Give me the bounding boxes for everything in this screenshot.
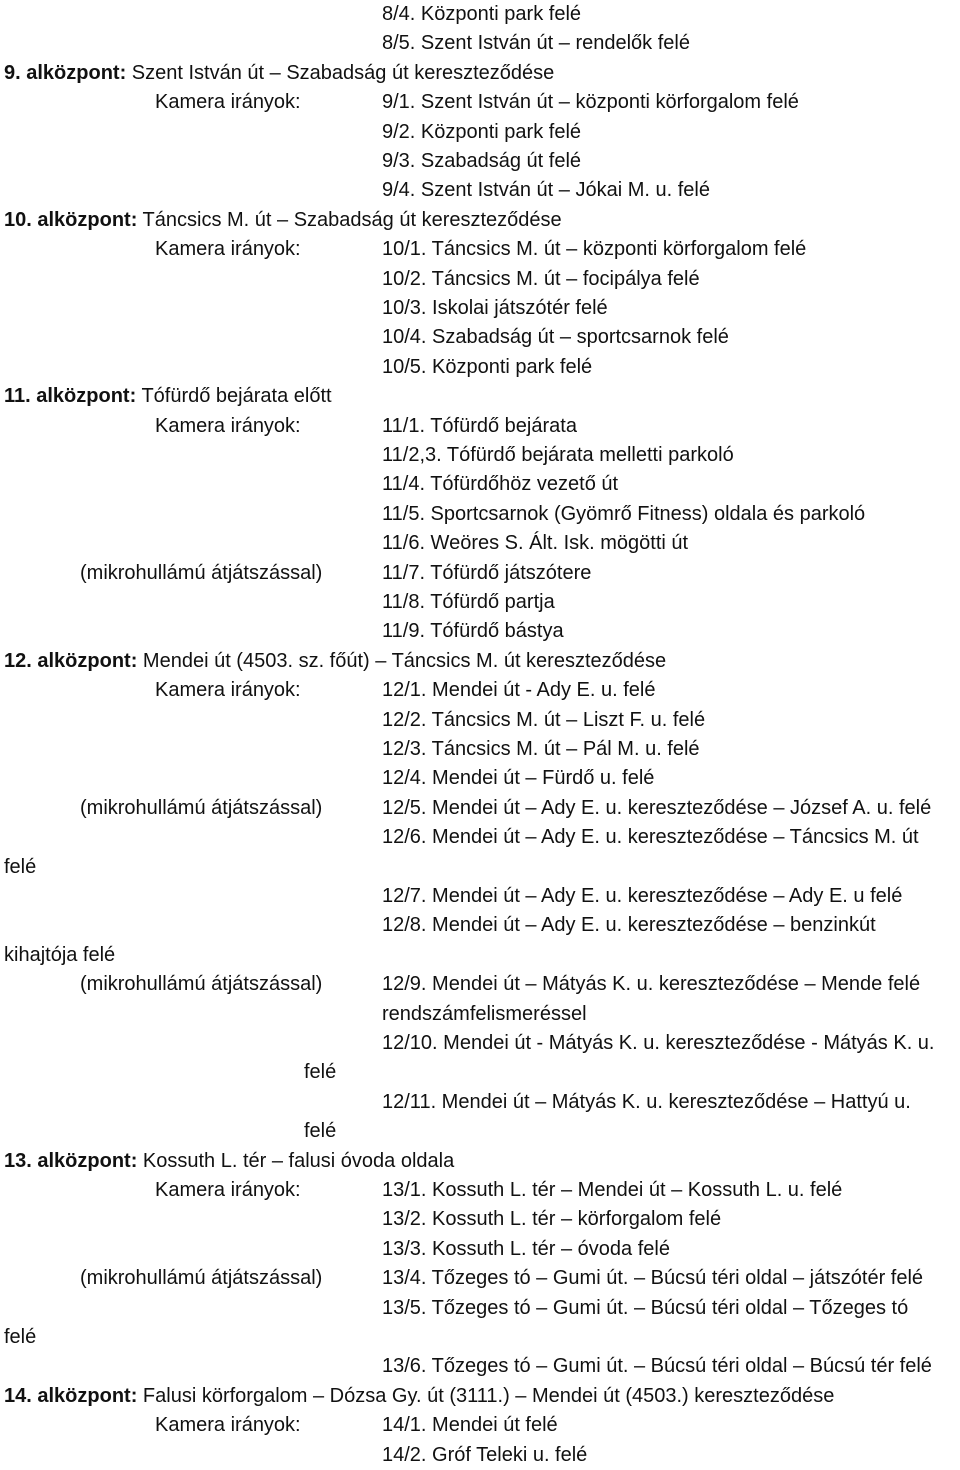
- text-line: [0, 1117, 960, 1147]
- section-title: Falusi körforgalom – Dózsa Gy. út (3111.) – Mendei út (4503.) kereszteződése: [137, 1384, 835, 1407]
- section-heading: [4, 206, 562, 236]
- camera-direction-item: 11/1. Tófürdő bejárata: [382, 414, 577, 437]
- camera-direction-item: 13/3. Kossuth L. tér – óvoda felé: [382, 1237, 670, 1260]
- camera-direction-item: 10/5. Központi park felé: [382, 355, 593, 378]
- text-line: [0, 1235, 960, 1265]
- camera-direction-item: 12/8. Mendei út – Ady E. u. kereszteződése – benzinkút: [382, 914, 876, 937]
- camera-direction-item: 8/4. Központi park felé: [382, 3, 582, 25]
- camera-direction-item: 10/1. Táncsics M. út – központi körforgalom felé: [382, 238, 807, 261]
- camera-directions-label: Kamera irányok:: [155, 1179, 301, 1201]
- camera-direction-item: 12/2. Táncsics M. út – Liszt F. u. felé: [382, 708, 706, 731]
- text-line: [0, 206, 960, 236]
- section-heading: [4, 1147, 454, 1177]
- text-line: [0, 1147, 960, 1177]
- wrapped-text: felé: [4, 855, 37, 878]
- camera-direction-item: 10/4. Szabadság út – sportcsarnok felé: [382, 326, 729, 349]
- microwave-relay-label: (mikrohullámú átjátszással): [80, 796, 323, 819]
- section-heading: [4, 59, 554, 89]
- camera-direction-item: 13/5. Tőzeges tó – Gumi út. – Búcsú téri oldal – Tőzeges tó: [382, 1296, 909, 1319]
- section-heading: [4, 647, 666, 677]
- wrapped-text: felé: [4, 1326, 37, 1348]
- text-line: [0, 588, 960, 618]
- camera-directions-label: Kamera irányok:: [155, 238, 301, 261]
- microwave-relay-label: (mikrohullámú átjátszással): [80, 973, 323, 996]
- text-line: [0, 559, 960, 589]
- camera-direction-item: rendszámfelismeréssel: [382, 1002, 587, 1025]
- text-line: [0, 764, 960, 794]
- text-line: [0, 911, 960, 941]
- camera-direction-item: 12/10. Mendei út - Mátyás K. u. kereszteződése - Mátyás K. u.: [382, 1032, 935, 1054]
- camera-direction-item: 9/1. Szent István út – központi körforgalom felé: [382, 91, 799, 114]
- text-line: [0, 412, 960, 442]
- section-number: 13. alközpont:: [4, 1149, 138, 1172]
- camera-direction-item: 9/3. Szabadság út felé: [382, 150, 582, 172]
- text-line: [0, 118, 960, 148]
- text-line: [0, 1294, 960, 1324]
- camera-direction-item: 14/1. Mendei út felé: [382, 1414, 558, 1437]
- text-line: [0, 382, 960, 412]
- text-line: [0, 1029, 960, 1059]
- text-line: [0, 529, 960, 559]
- text-line: [0, 88, 960, 118]
- section-heading: [4, 382, 332, 412]
- text-line: [0, 823, 960, 853]
- text-line: [0, 706, 960, 736]
- camera-direction-item: 12/11. Mendei út – Mátyás K. u. kereszteződése – Hattyú u.: [382, 1090, 911, 1113]
- text-line: [0, 147, 960, 177]
- text-line: [0, 941, 960, 971]
- text-line: [0, 1411, 960, 1441]
- text-line: [0, 647, 960, 677]
- wrapped-text: kihajtója felé: [4, 943, 116, 966]
- text-line: [0, 353, 960, 383]
- text-line: [0, 176, 960, 206]
- camera-direction-item: 13/1. Kossuth L. tér – Mendei út – Kossuth L. u. felé: [382, 1179, 843, 1201]
- text-line: [0, 1352, 960, 1382]
- text-line: [0, 1205, 960, 1235]
- section-title: Szent István út – Szabadság út kereszteződése: [126, 61, 555, 84]
- camera-direction-item: 11/9. Tófürdő bástya: [382, 620, 564, 643]
- text-line: [0, 323, 960, 353]
- text-line: [0, 294, 960, 324]
- camera-direction-item: 8/5. Szent István út – rendelők felé: [382, 32, 690, 55]
- section-number: 10. alközpont:: [4, 208, 138, 231]
- camera-direction-item: 11/4. Tófürdőhöz vezető út: [382, 473, 619, 496]
- text-line: [0, 59, 960, 89]
- camera-direction-item: 13/4. Tőzeges tó – Gumi út. – Búcsú téri oldal – játszótér felé: [382, 1267, 924, 1290]
- camera-directions-label: Kamera irányok:: [155, 414, 301, 437]
- text-line: [0, 794, 960, 824]
- wrapped-text: felé: [304, 1061, 337, 1084]
- camera-direction-item: 12/5. Mendei út – Ady E. u. kereszteződése – József A. u. felé: [382, 796, 932, 819]
- camera-direction-item: 11/2,3. Tófürdő bejárata melletti parkoló: [382, 444, 734, 466]
- camera-direction-item: 12/7. Mendei út – Ady E. u. kereszteződése – Ady E. u felé: [382, 885, 903, 907]
- camera-direction-item: 11/8. Tófürdő partja: [382, 591, 555, 613]
- text-line: [0, 1264, 960, 1294]
- camera-direction-item: 9/4. Szent István út – Jókai M. u. felé: [382, 179, 710, 202]
- text-line: [0, 1382, 960, 1412]
- camera-directions-label: Kamera irányok:: [155, 91, 301, 114]
- text-line: [0, 1323, 960, 1353]
- camera-directions-label: Kamera irányok:: [155, 1414, 301, 1437]
- section-number: 12. alközpont:: [4, 649, 138, 672]
- microwave-relay-label: (mikrohullámú átjátszással): [80, 561, 323, 584]
- section-title: Mendei út (4503. sz. főút) – Táncsics M. út kereszteződése: [137, 649, 667, 672]
- camera-direction-item: 11/6. Weöres S. Ált. Isk. mögötti út: [382, 532, 689, 555]
- text-line: [0, 1088, 960, 1118]
- section-number: 9. alközpont:: [4, 61, 127, 84]
- camera-direction-item: 12/3. Táncsics M. út – Pál M. u. felé: [382, 738, 700, 760]
- text-line: [0, 0, 960, 30]
- text-line: [0, 265, 960, 295]
- camera-direction-item: 13/6. Tőzeges tó – Gumi út. – Búcsú téri oldal – Búcsú tér felé: [382, 1355, 932, 1378]
- text-line: [0, 676, 960, 706]
- section-number: 14. alközpont:: [4, 1384, 138, 1407]
- wrapped-text: felé: [304, 1120, 337, 1143]
- text-line: [0, 470, 960, 500]
- text-line: [0, 441, 960, 471]
- text-line: [0, 1441, 960, 1470]
- camera-direction-item: 10/3. Iskolai játszótér felé: [382, 297, 608, 319]
- text-line: [0, 1176, 960, 1206]
- section-number: 11. alközpont:: [4, 385, 137, 408]
- section-title: Táncsics M. út – Szabadság út kereszteződése: [137, 208, 562, 231]
- microwave-relay-label: (mikrohullámú átjátszással): [80, 1267, 323, 1290]
- text-line: [0, 1058, 960, 1088]
- camera-directions-label: Kamera irányok:: [155, 679, 301, 702]
- text-line: [0, 735, 960, 765]
- camera-direction-item: 12/4. Mendei út – Fürdő u. felé: [382, 767, 655, 790]
- text-line: [0, 853, 960, 883]
- camera-direction-item: 14/2. Gróf Teleki u. felé: [382, 1443, 588, 1466]
- text-line: [0, 970, 960, 1000]
- section-title: Tófürdő bejárata előtt: [136, 385, 332, 408]
- text-line: [0, 882, 960, 912]
- text-line: [0, 235, 960, 265]
- text-line: [0, 617, 960, 647]
- camera-direction-item: 11/7. Tófürdő játszótere: [382, 561, 592, 584]
- text-line: [0, 1000, 960, 1030]
- camera-direction-item: 9/2. Központi park felé: [382, 120, 582, 143]
- camera-direction-item: 10/2. Táncsics M. út – focipálya felé: [382, 267, 700, 290]
- section-heading: [4, 1382, 834, 1412]
- text-line: [0, 500, 960, 530]
- text-line: [0, 29, 960, 59]
- camera-direction-item: 11/5. Sportcsarnok (Gyömrő Fitness) oldala és parkoló: [382, 502, 866, 525]
- camera-direction-item: 13/2. Kossuth L. tér – körforgalom felé: [382, 1208, 722, 1231]
- section-title: Kossuth L. tér – falusi óvoda oldala: [137, 1149, 455, 1172]
- camera-direction-item: 12/6. Mendei út – Ady E. u. kereszteződése – Táncsics M. út: [382, 826, 919, 849]
- camera-direction-item: 12/9. Mendei út – Mátyás K. u. kereszteződése – Mende felé: [382, 973, 921, 996]
- camera-direction-item: 12/1. Mendei út - Ady E. u. felé: [382, 679, 656, 702]
